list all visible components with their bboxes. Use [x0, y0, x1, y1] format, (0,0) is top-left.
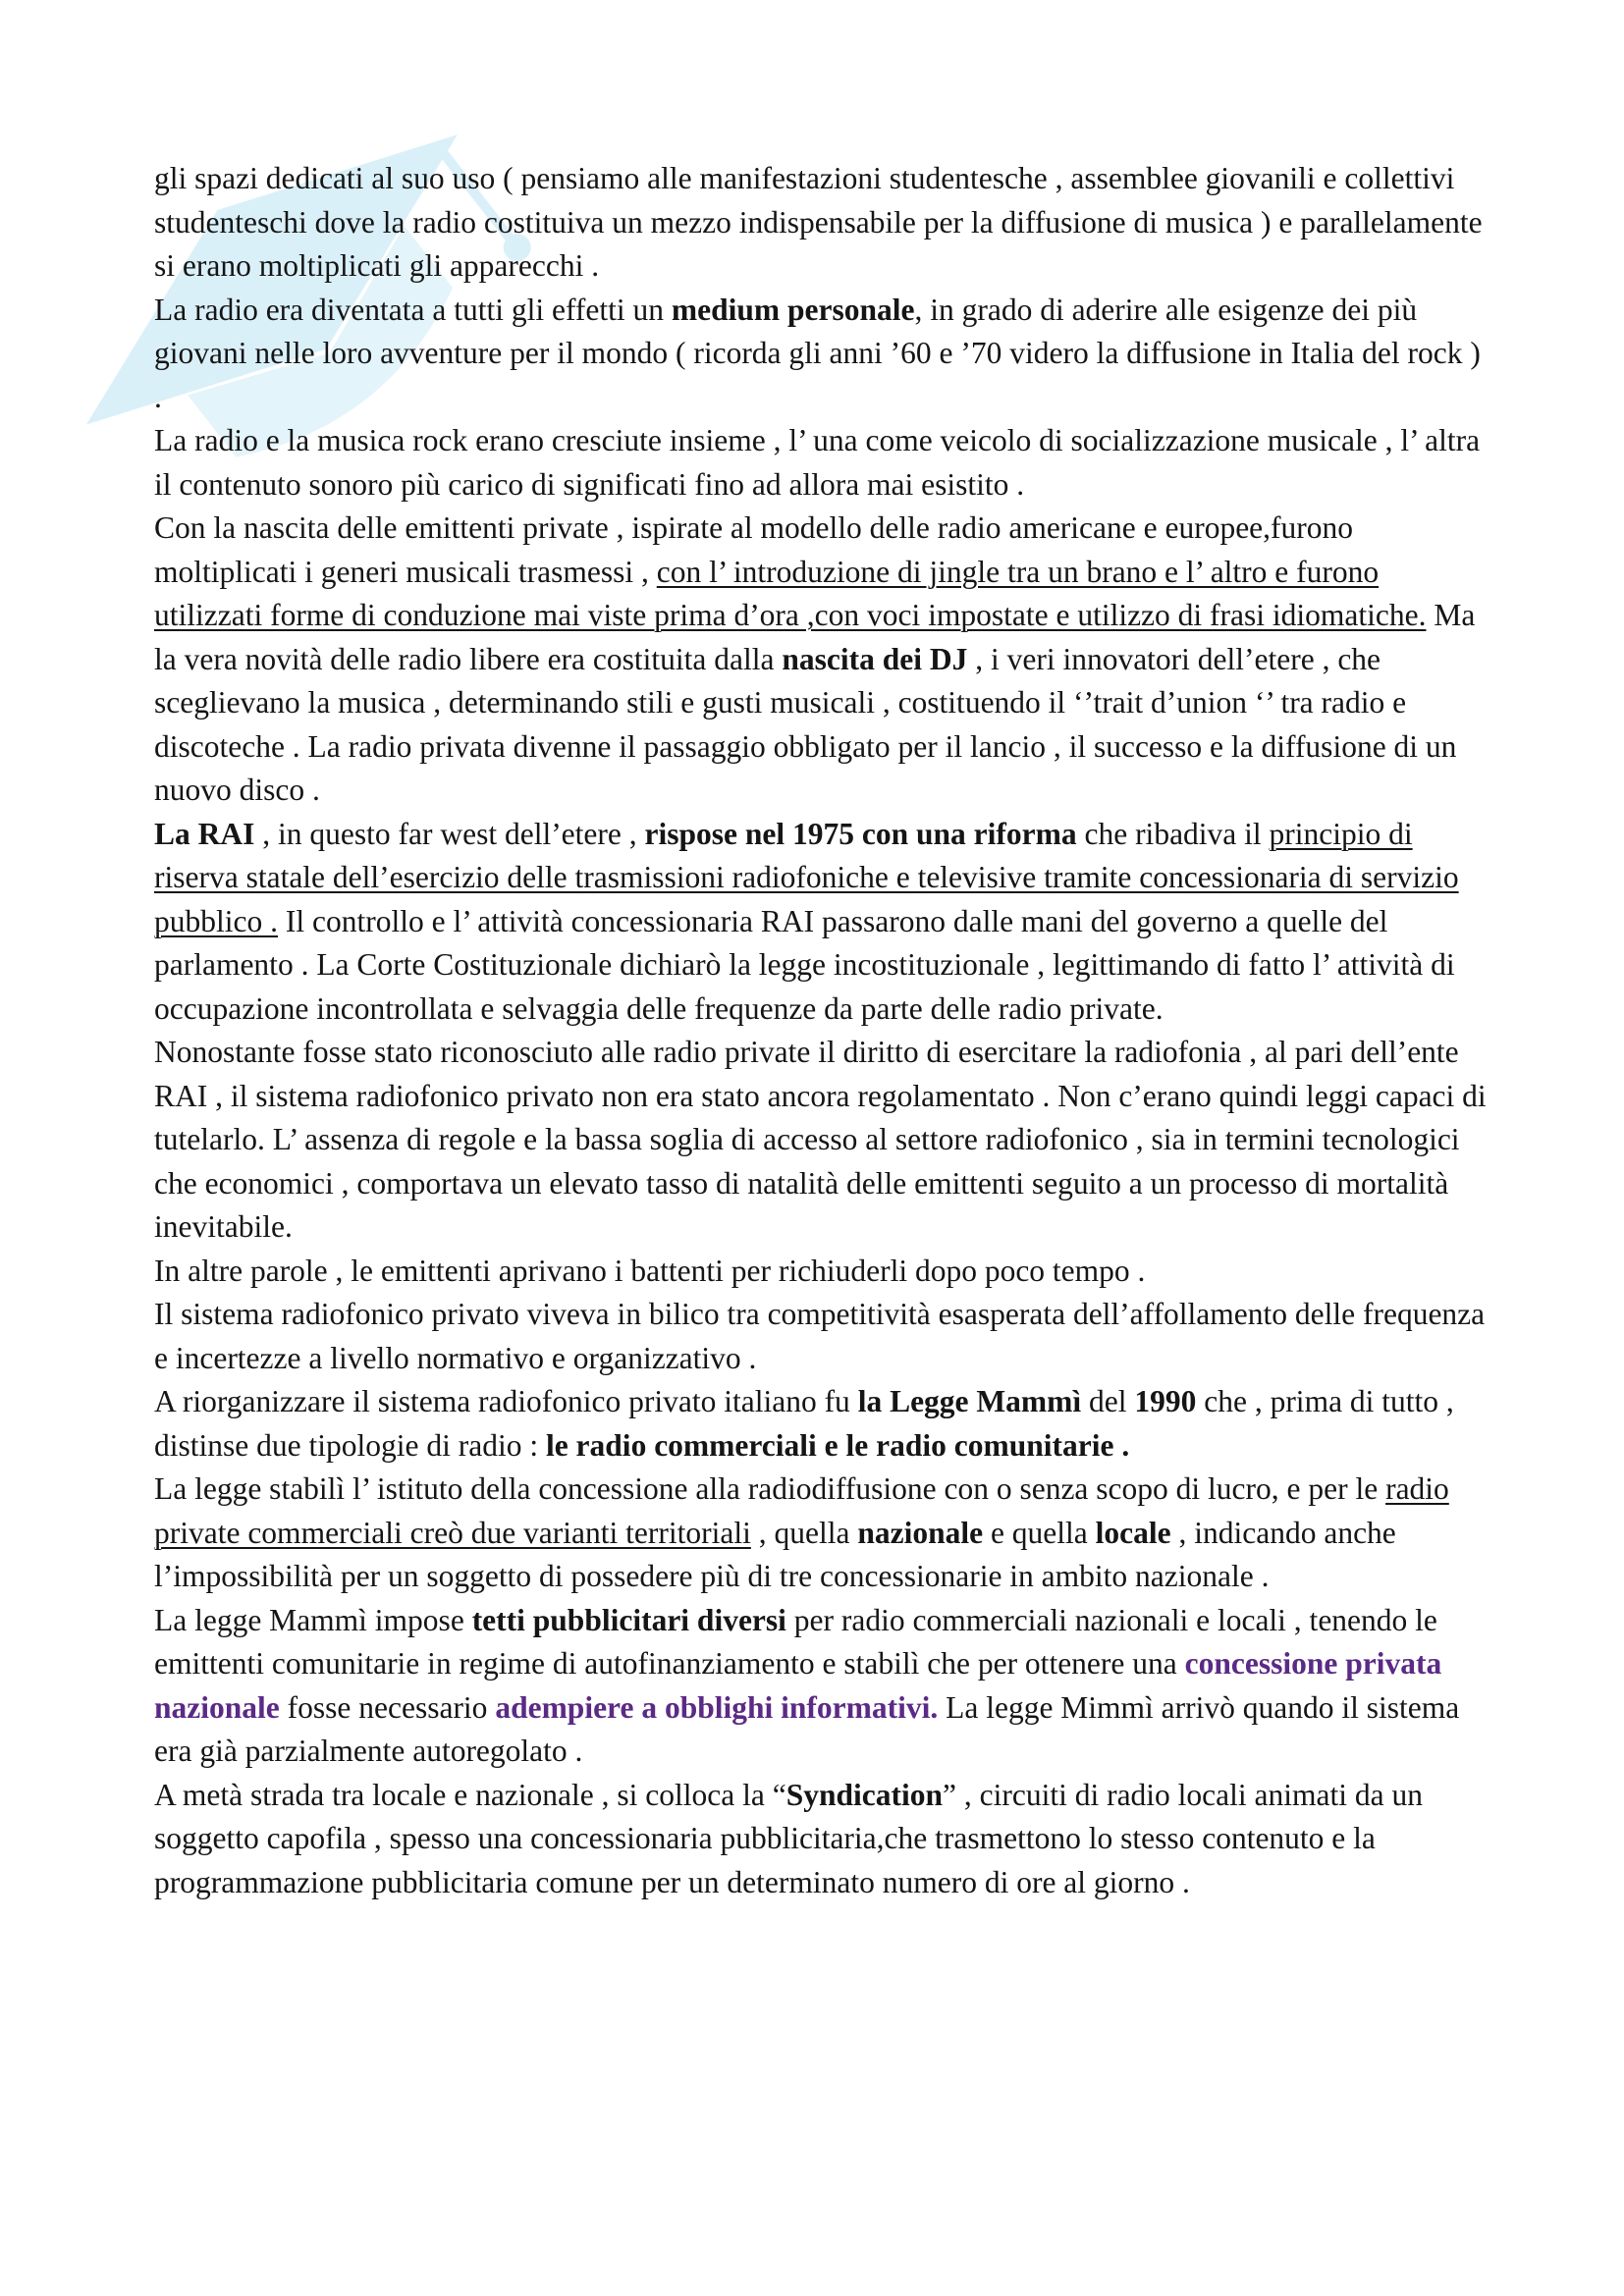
document-body: [154, 157, 1489, 1904]
paragraph-5: La RAI , in questo far west dell’etere , rispose nel 1975 con una riforma che ribadiva il principio di riserva statale dell’esercizio delle trasmissioni radiofoniche e televisive tramite concessionaria di servizio pubblico . Il controllo e l’ attività concessionaria RAI passarono dalle mani del governo a quelle del parlamento . La Corte Costituzionale dichiarò la legge incostituzionale , legittimando di fatto l’ attività di occupazione incontrollata e selvaggia delle frequenze da parte delle radio private.: [154, 816, 1459, 1026]
paragraph-3: La radio e la musica rock erano cresciute insieme , l’ una come veicolo di socializzazione musicale , l’ altra il contenuto sonoro più carico di significati fino ad allora mai esistito .: [154, 423, 1481, 502]
paragraph-8: Il sistema radiofonico privato viveva in bilico tra competitività esasperata dell’affollamento delle frequenza e incertezze a livello normativo e organizzativo .: [154, 1297, 1486, 1375]
paragraph-4: Con la nascita delle emittenti private , ispirate al modello delle radio americane e europee,furono moltiplicati i generi musicali trasmessi , con l’ introduzione di jingle tra un brano e l’ altro e furono utilizzati forme di conduzione mai viste prima d’ora ,con voci impostate e utilizzo di frasi idiomatiche. Ma la vera novità delle radio libere era costituita dalla nascita dei DJ , i veri innovatori dell’etere , che sceglievano la musica , determinando stili e gusti musicali , costituendo il ‘’trait d’union ‘’ tra radio e discoteche . La radio privata divenne il passaggio obbligato per il lancio , il successo e la diffusione di un nuovo disco .: [154, 510, 1476, 807]
paragraph-1: gli spazi dedicati al suo uso ( pensiamo alle manifestazioni studentesche , assemblee giovanili e collettivi studenteschi dove la radio costituiva un mezzo indispensabile per la diffusione di musica ) e parallelamente si erano moltiplicati gli apparecchi .: [154, 161, 1483, 283]
paragraph-7: In altre parole , le emittenti aprivano i battenti per richiuderli dopo poco tempo .: [154, 1253, 1146, 1288]
paragraph-12: A metà strada tra locale e nazionale , si colloca la “Syndication” , circuiti di radio locali animati da un soggetto capofila , spesso una concessionaria pubblicitaria,che trasmettono lo stesso contenuto e la programmazione pubblicitaria comune per un determinato numero di ore al giorno .: [154, 1777, 1423, 1899]
paragraph-9: A riorganizzare il sistema radiofonico privato italiano fu la Legge Mammì del 1990 che , prima di tutto , distinse due tipologie di radio : le radio commerciali e le radio comunitarie .: [154, 1384, 1454, 1463]
paragraph-10: La legge stabilì l’ istituto della concessione alla radiodiffusione con o senza scopo di lucro, e per le radio private commerciali creò due varianti territoriali , quella nazionale e quella locale , indicando anche l’impossibilità per un soggetto di possedere più di tre concessionarie in ambito nazionale .: [154, 1471, 1449, 1593]
paragraph-11: La legge Mammì impose tetti pubblicitari diversi per radio commerciali nazionali e locali , tenendo le emittenti comunitarie in regime di autofinanziamento e stabilì che per ottenere una concessione privata nazionale fosse necessario adempiere a obblighi informativi. La legge Mimmì arrivò quando il sistema era già parzialmente autoregolato .: [154, 1602, 1460, 1768]
purple-highlight: concessione privata nazionale: [154, 1646, 1442, 1725]
paragraph-2: La radio era diventata a tutti gli effetti un medium personale, in grado di aderire alle esigenze dei più giovani nelle loro avventure per il mondo ( ricorda gli anni ’60 e ’70 videro la diffusione in Italia del rock ) .: [154, 292, 1481, 414]
purple-highlight: adempiere a obblighi informativi.: [495, 1689, 939, 1725]
paragraph-6: Nonostante fosse stato riconosciuto alle radio private il diritto di esercitare la radiofonia , al pari dell’ente RAI , il sistema radiofonico privato non era stato ancora regolamentato . Non c’erano quindi leggi capaci di tutelarlo. L’ assenza di regole e la bassa soglia di accesso al settore radiofonico , sia in termini tecnologici che economici , comportava un elevato tasso di natalità delle emittenti seguito a un processo di mortalità inevitabile.: [154, 1035, 1487, 1244]
